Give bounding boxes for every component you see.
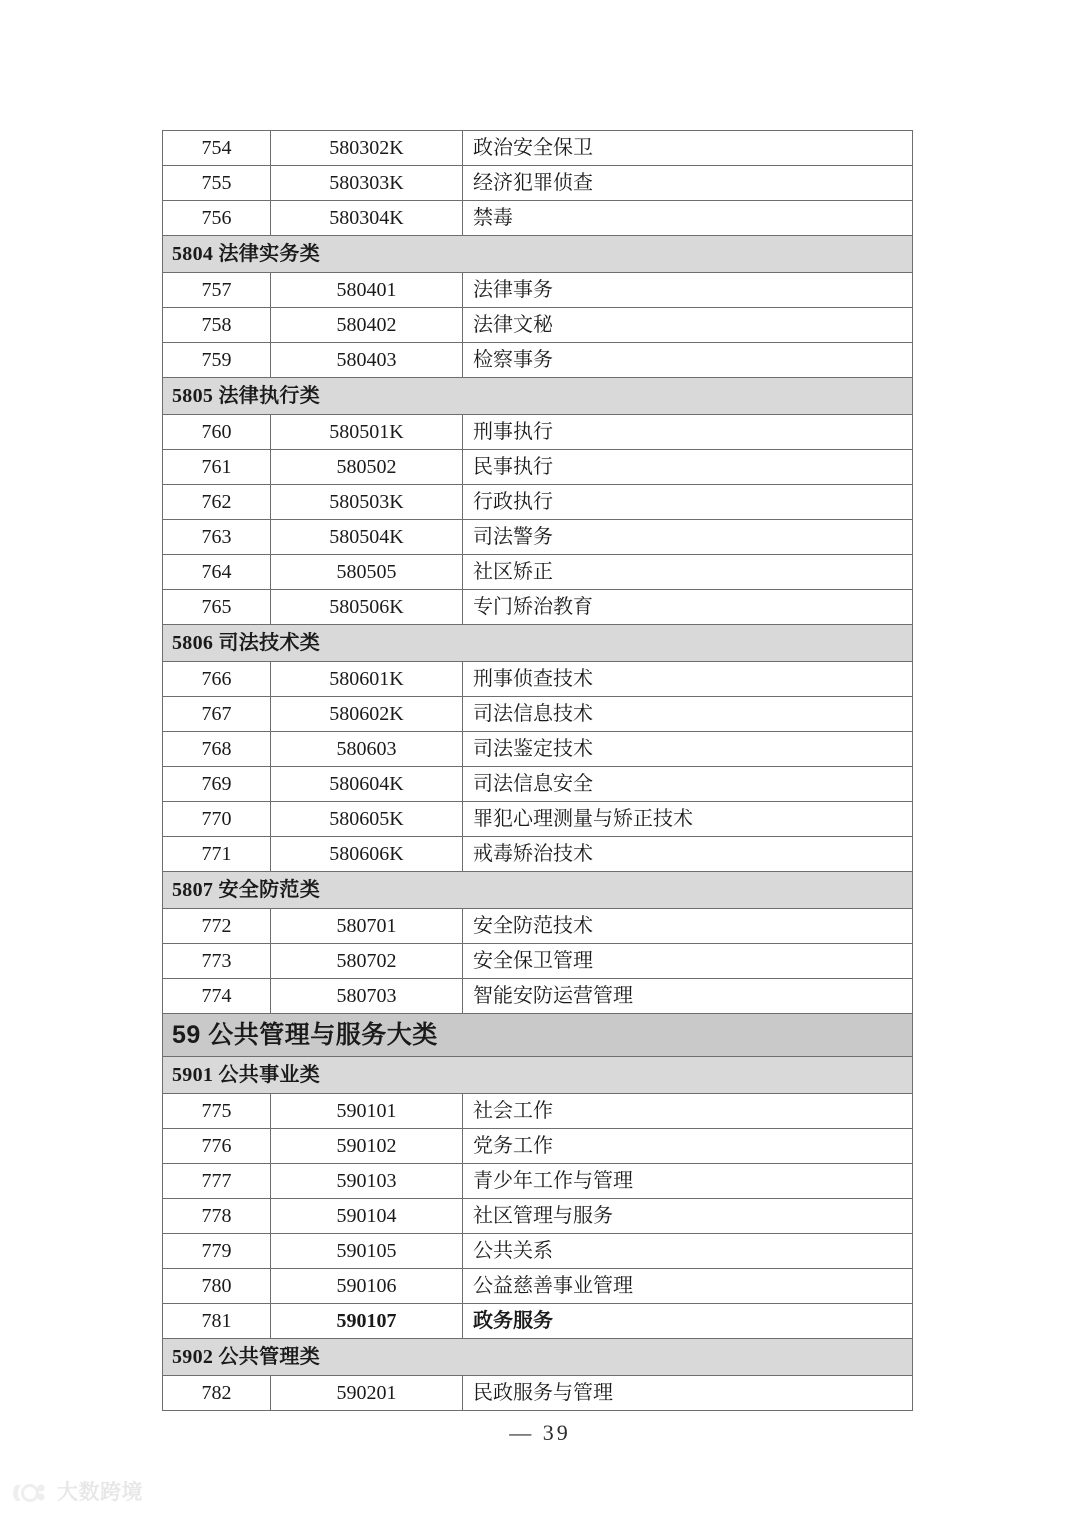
cell-major-name: 专门矫治教育 xyxy=(463,590,913,625)
cell-major-name: 检察事务 xyxy=(463,343,913,378)
cell-major-code: 590104 xyxy=(271,1199,463,1234)
cell-major-code: 590101 xyxy=(271,1094,463,1129)
cell-sequence-number: 759 xyxy=(163,343,271,378)
table-row xyxy=(163,166,913,201)
watermark-label: 大数跨境 xyxy=(57,1481,143,1504)
cell-major-name: 经济犯罪侦查 xyxy=(463,166,913,201)
sub-category-label: 5806 司法技术类 xyxy=(163,625,913,662)
cell-sequence-number: 770 xyxy=(163,802,271,837)
cell-major-name: 公益慈善事业管理 xyxy=(463,1269,913,1304)
cell-major-name: 刑事执行 xyxy=(463,415,913,450)
cell-sequence-number: 776 xyxy=(163,1129,271,1164)
table-row xyxy=(163,273,913,308)
cell-major-name: 社区管理与服务 xyxy=(463,1199,913,1234)
cell-major-code: 590103 xyxy=(271,1164,463,1199)
cell-major-code: 590105 xyxy=(271,1234,463,1269)
cell-sequence-number: 774 xyxy=(163,979,271,1014)
cell-major-code: 580303K xyxy=(271,166,463,201)
table-row xyxy=(163,1304,913,1339)
cell-sequence-number: 777 xyxy=(163,1164,271,1199)
cell-major-code: 580505 xyxy=(271,555,463,590)
table-row xyxy=(163,520,913,555)
sub-category-row xyxy=(163,378,913,415)
cell-sequence-number: 761 xyxy=(163,450,271,485)
cell-major-code: 580304K xyxy=(271,201,463,236)
cell-major-name: 法律文秘 xyxy=(463,308,913,343)
cell-major-code: 590107 xyxy=(271,1304,463,1339)
cell-major-code: 580506K xyxy=(271,590,463,625)
cell-major-code: 580606K xyxy=(271,837,463,872)
cell-major-code: 580702 xyxy=(271,944,463,979)
table-row xyxy=(163,450,913,485)
cell-major-name: 民事执行 xyxy=(463,450,913,485)
table-row xyxy=(163,1269,913,1304)
table-row xyxy=(163,979,913,1014)
cell-major-name: 司法信息安全 xyxy=(463,767,913,802)
table-row xyxy=(163,1094,913,1129)
cell-sequence-number: 772 xyxy=(163,909,271,944)
table-row xyxy=(163,555,913,590)
cell-sequence-number: 769 xyxy=(163,767,271,802)
sub-category-row xyxy=(163,625,913,662)
table-row xyxy=(163,662,913,697)
cell-major-code: 580504K xyxy=(271,520,463,555)
table-row xyxy=(163,201,913,236)
page-number: — 39 xyxy=(509,1420,571,1445)
sub-category-label: 5804 法律实务类 xyxy=(163,236,913,273)
cell-major-code: 590201 xyxy=(271,1376,463,1411)
sub-category-label: 5902 公共管理类 xyxy=(163,1339,913,1376)
sub-category-row xyxy=(163,872,913,909)
table-row xyxy=(163,697,913,732)
cell-major-name: 政治安全保卫 xyxy=(463,131,913,166)
cell-major-name: 党务工作 xyxy=(463,1129,913,1164)
cell-sequence-number: 781 xyxy=(163,1304,271,1339)
cell-sequence-number: 766 xyxy=(163,662,271,697)
cell-sequence-number: 771 xyxy=(163,837,271,872)
cell-major-code: 580701 xyxy=(271,909,463,944)
cell-major-code: 580601K xyxy=(271,662,463,697)
cell-major-code: 580402 xyxy=(271,308,463,343)
table-row xyxy=(163,909,913,944)
cell-major-name: 社区矫正 xyxy=(463,555,913,590)
professional-catalog-table xyxy=(162,130,913,1411)
sub-category-label: 5807 安全防范类 xyxy=(163,872,913,909)
table-row xyxy=(163,590,913,625)
cell-sequence-number: 755 xyxy=(163,166,271,201)
cell-major-name: 行政执行 xyxy=(463,485,913,520)
brand-logo-icon xyxy=(12,1482,50,1504)
cell-major-code: 580703 xyxy=(271,979,463,1014)
table-row xyxy=(163,308,913,343)
cell-major-code: 580603 xyxy=(271,732,463,767)
table-row xyxy=(163,1129,913,1164)
sub-category-row xyxy=(163,1339,913,1376)
table-row xyxy=(163,343,913,378)
cell-major-name: 安全保卫管理 xyxy=(463,944,913,979)
sub-category-label: 5805 法律执行类 xyxy=(163,378,913,415)
cell-major-name: 社会工作 xyxy=(463,1094,913,1129)
table-row xyxy=(163,1376,913,1411)
table-body xyxy=(163,131,913,1411)
cell-major-name: 公共关系 xyxy=(463,1234,913,1269)
table-row xyxy=(163,837,913,872)
cell-sequence-number: 757 xyxy=(163,273,271,308)
cell-major-code: 590106 xyxy=(271,1269,463,1304)
table-row xyxy=(163,131,913,166)
cell-major-code: 580604K xyxy=(271,767,463,802)
cell-major-name: 刑事侦查技术 xyxy=(463,662,913,697)
cell-sequence-number: 780 xyxy=(163,1269,271,1304)
cell-sequence-number: 758 xyxy=(163,308,271,343)
cell-sequence-number: 756 xyxy=(163,201,271,236)
major-category-row xyxy=(163,1014,913,1057)
table-row xyxy=(163,732,913,767)
cell-major-name: 青少年工作与管理 xyxy=(463,1164,913,1199)
cell-sequence-number: 764 xyxy=(163,555,271,590)
cell-major-name: 智能安防运营管理 xyxy=(463,979,913,1014)
table-row xyxy=(163,767,913,802)
cell-sequence-number: 768 xyxy=(163,732,271,767)
sub-category-label: 5901 公共事业类 xyxy=(163,1057,913,1094)
cell-sequence-number: 778 xyxy=(163,1199,271,1234)
cell-major-name: 民政服务与管理 xyxy=(463,1376,913,1411)
cell-major-name: 法律事务 xyxy=(463,273,913,308)
table-row xyxy=(163,944,913,979)
table-row xyxy=(163,415,913,450)
table-row xyxy=(163,485,913,520)
cell-major-name: 司法鉴定技术 xyxy=(463,732,913,767)
cell-sequence-number: 765 xyxy=(163,590,271,625)
cell-sequence-number: 762 xyxy=(163,485,271,520)
table-row xyxy=(163,1164,913,1199)
cell-major-code: 580403 xyxy=(271,343,463,378)
cell-major-name: 禁毒 xyxy=(463,201,913,236)
sub-category-row xyxy=(163,236,913,273)
cell-major-code: 580501K xyxy=(271,415,463,450)
cell-sequence-number: 779 xyxy=(163,1234,271,1269)
cell-major-code: 580605K xyxy=(271,802,463,837)
cell-major-code: 580502 xyxy=(271,450,463,485)
cell-major-code: 580302K xyxy=(271,131,463,166)
cell-sequence-number: 760 xyxy=(163,415,271,450)
cell-major-name: 罪犯心理测量与矫正技术 xyxy=(463,802,913,837)
table-row xyxy=(163,1199,913,1234)
major-category-label: 59 公共管理与服务大类 xyxy=(163,1014,913,1057)
cell-major-code: 580503K xyxy=(271,485,463,520)
cell-major-code: 580602K xyxy=(271,697,463,732)
table-row xyxy=(163,802,913,837)
sub-category-row xyxy=(163,1057,913,1094)
cell-sequence-number: 763 xyxy=(163,520,271,555)
cell-sequence-number: 775 xyxy=(163,1094,271,1129)
table-row xyxy=(163,1234,913,1269)
watermark xyxy=(12,1482,143,1504)
cell-major-code: 580401 xyxy=(271,273,463,308)
cell-major-name: 司法信息技术 xyxy=(463,697,913,732)
cell-sequence-number: 773 xyxy=(163,944,271,979)
cell-major-name: 司法警务 xyxy=(463,520,913,555)
cell-major-name: 戒毒矫治技术 xyxy=(463,837,913,872)
cell-major-name: 政务服务 xyxy=(463,1304,913,1339)
cell-sequence-number: 767 xyxy=(163,697,271,732)
cell-sequence-number: 782 xyxy=(163,1376,271,1411)
cell-major-name: 安全防范技术 xyxy=(463,909,913,944)
cell-sequence-number: 754 xyxy=(163,131,271,166)
cell-major-code: 590102 xyxy=(271,1129,463,1164)
